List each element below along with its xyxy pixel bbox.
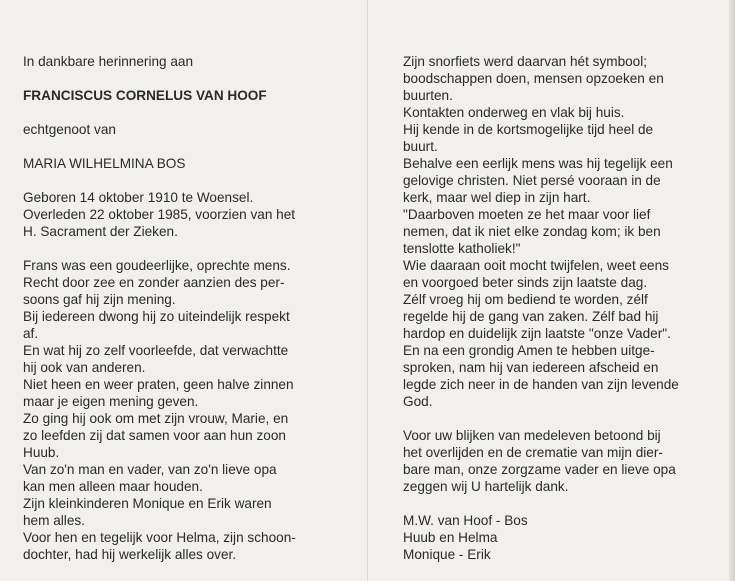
text-line: boodschappen doen, mensen opzoeken en — [403, 71, 664, 86]
life-line: H. Sacrament der Zieken. — [23, 224, 178, 239]
text-line: God. — [403, 394, 433, 409]
text-line: Niet heen en weer praten, geen halve zinnen — [23, 377, 294, 392]
text-line: kerk, maar wel diep in zijn hart. — [403, 190, 591, 205]
text-line: gelovige christen. Niet persé vooraan in de — [403, 173, 661, 188]
text-line: Voor hen en tegelijk voor Helma, zijn schoon- — [23, 530, 296, 545]
text-line: Kontakten onderweg en vlak bij huis. — [403, 105, 625, 120]
text-line: legde zich neer in de handen van zijn levende — [403, 377, 679, 392]
text-line: hem alles. — [23, 513, 85, 528]
deceased-name: FRANCISCUS CORNELUS VAN HOOF — [23, 88, 267, 103]
text-line: zo leefden zij dat samen voor aan hun zoon — [23, 428, 286, 443]
thanks-line: het overlijden en de crematie van mijn dier- — [403, 445, 663, 460]
right-page — [403, 53, 715, 563]
text-line: Hij kende in de kortsmogelijke tijd heel de — [403, 122, 654, 137]
thanks-line: zeggen wij U hartelijk dank. — [403, 479, 569, 494]
text-line: soons gaf hij zijn mening. — [23, 292, 176, 307]
text-line: Frans was een goudeerlijke, oprechte mens. — [23, 258, 291, 273]
card-edge — [729, 0, 735, 581]
text-line: kan men alleen maar houden. — [23, 479, 203, 494]
text-line: Bij iedereen dwong hij zo uiteindelijk respekt — [23, 309, 290, 324]
text-line: af. — [23, 326, 39, 341]
text-line: "Daarboven moeten ze het maar voor lief — [403, 207, 651, 222]
text-line: buurt. — [403, 139, 438, 154]
fold-line — [367, 0, 368, 581]
left-page — [23, 53, 348, 563]
text-line: regelde hij de gang van zaken. Zélf bad hij — [403, 309, 659, 324]
text-line: tenslotte katholiek!" — [403, 241, 521, 256]
text-line: sproken, nam hij van iedereen afscheid en — [403, 360, 659, 375]
signature-line: M.W. van Hoof - Bos — [403, 513, 528, 528]
text-line: buurten. — [403, 88, 453, 103]
text-line: Wie daaraan ooit mocht twijfelen, weet eens — [403, 258, 669, 273]
text-line: dochter, had hij werkelijk alles over. — [23, 547, 237, 562]
thanks-line: bare man, onze zorgzame vader en lieve opa — [403, 462, 676, 477]
text-line: Zijn snorfiets werd daarvan hét symbool; — [403, 54, 648, 69]
text-line: Huub. — [23, 445, 60, 460]
thanks-line: Voor uw blijken van medeleven betoond bij — [403, 428, 661, 443]
signature-line: Monique - Erik — [403, 547, 491, 562]
text-line: Van zo'n man en vader, van zo'n lieve opa — [23, 462, 277, 477]
text-line: hardop en duidelijk zijn laatste "onze Vader". — [403, 326, 671, 341]
life-line: Overleden 22 oktober 1985, voorzien van het — [23, 207, 296, 222]
text-line: Zo ging hij ook om met zijn vrouw, Marie, en — [23, 411, 289, 426]
signature-line: Huub en Helma — [403, 530, 498, 545]
text-line: Behalve een eerlijk mens was hij tegelijk een — [403, 156, 673, 171]
text-line: Zijn kleinkinderen Monique en Erik waren — [23, 496, 272, 511]
intro-text: In dankbare herinnering aan — [23, 54, 194, 69]
spouse-label: echtgenoot van — [23, 122, 116, 137]
text-line: En wat hij zo zelf voorleefde, dat verwachtte — [23, 343, 289, 358]
text-line: Zélf vroeg hij om bediend te worden, zélf — [403, 292, 648, 307]
spouse-name: MARIA WILHELMINA BOS — [23, 156, 186, 171]
text-line: nemen, dat ik niet elke zondag kom; ik ben — [403, 224, 661, 239]
text-line: hij ook van anderen. — [23, 360, 146, 375]
text-line: en voorgoed beter sinds zijn laatste dag. — [403, 275, 648, 290]
text-line: maar je eigen mening geven. — [23, 394, 199, 409]
text-line: En na een grondig Amen te hebben uitge- — [403, 343, 655, 358]
life-line: Geboren 14 oktober 1910 te Woensel. — [23, 190, 254, 205]
text-line: Recht door zee en zonder aanzien des per- — [23, 275, 285, 290]
